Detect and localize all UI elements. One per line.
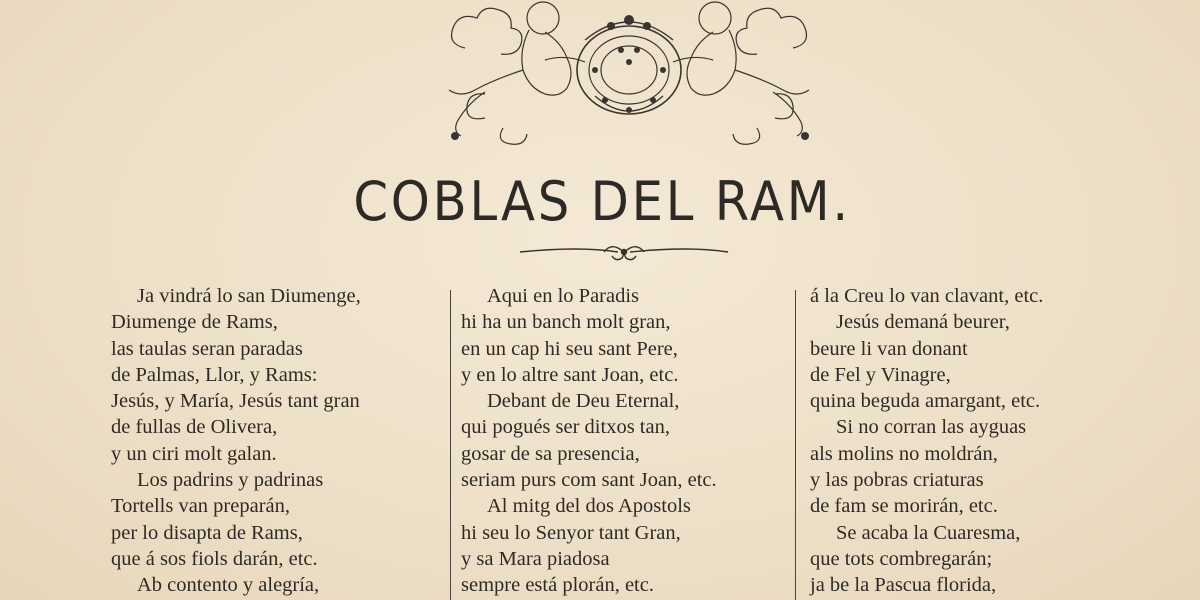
verse-line: Jesús, y María, Jesús tant gran — [111, 390, 360, 413]
verse-line: que tots combregarán; — [810, 547, 993, 570]
verse-line: Ab contento y alegría, — [137, 574, 320, 597]
verse-line: gosar de sa presencia, — [461, 442, 640, 465]
verse-line: hi seu lo Senyor tant Gran, — [461, 521, 681, 544]
verse-line: qui pogués ser ditxos tan, — [461, 416, 670, 439]
verse-line: que á sos fiols darán, etc. — [111, 547, 318, 570]
verse-line: per lo disapta de Rams, — [111, 521, 303, 544]
poem-title: COBLAS DEL RAM. — [353, 170, 851, 233]
verse-line: hi ha un banch molt gran, — [461, 311, 671, 334]
column-divider — [795, 290, 796, 600]
verse-line: y un ciri molt galan. — [111, 442, 277, 465]
verse-line: y en lo altre sant Joan, etc. — [461, 363, 679, 386]
verse-line: Tortells van preparán, — [111, 495, 291, 518]
verse-line: Los padrins y padrinas — [137, 469, 324, 492]
verse-line: en un cap hi seu sant Pere, — [461, 337, 678, 360]
verse-line: beure li van donant — [810, 337, 968, 360]
poem-column-2 — [461, 283, 791, 599]
cherub-engraving — [425, 0, 835, 152]
verse-line: Ja vindrá lo san Diumenge, — [137, 285, 361, 307]
poem-column-3 — [810, 283, 1140, 599]
verse-line: ja be la Pascua florida, — [810, 574, 997, 597]
verse-line: de Fel y Vinagre, — [810, 363, 951, 386]
verse-line: de Palmas, Llor, y Rams: — [111, 363, 318, 386]
verse-line: Diumenge de Rams, — [111, 311, 278, 334]
poem-column-1 — [111, 283, 441, 599]
verse-line: Si no corran las ayguas — [836, 416, 1027, 439]
verse-line: sempre está plorán, etc. — [461, 574, 654, 597]
verse-line: Debant de Deu Eternal, — [487, 390, 680, 413]
verse-line: y las pobras criaturas — [810, 469, 984, 492]
verse-line: de fullas de Olivera, — [111, 416, 278, 439]
column-divider — [450, 290, 451, 600]
verse-line: Se acaba la Cuaresma, — [836, 521, 1021, 544]
verse-line: de fam se morirán, etc. — [810, 495, 998, 518]
verse-line: y sa Mara piadosa — [461, 547, 610, 570]
verse-line: las taulas seran paradas — [111, 337, 303, 360]
verse-line: Jesús demaná beurer, — [836, 311, 1010, 334]
verse-line: á la Creu lo van clavant, etc. — [810, 285, 1044, 307]
verse-line: Al mitg del dos Apostols — [487, 495, 691, 518]
verse-line: als molins no moldrán, — [810, 442, 998, 465]
verse-line: Aqui en lo Paradis — [487, 285, 640, 307]
ornamental-flourish — [518, 238, 730, 268]
verse-line: seriam purs com sant Joan, etc. — [461, 469, 717, 492]
verse-line: quina beguda amargant, etc. — [810, 390, 1041, 413]
